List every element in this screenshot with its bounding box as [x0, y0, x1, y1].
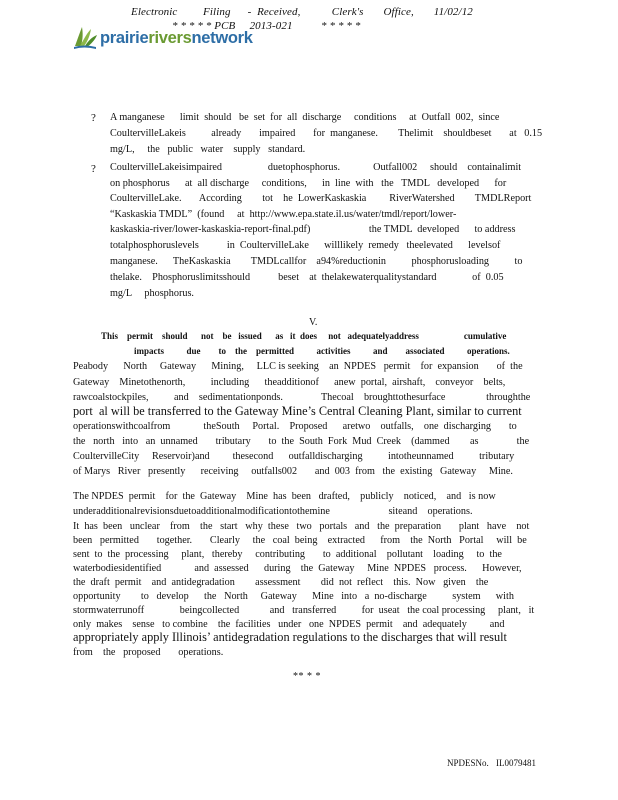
- logo-word-rivers: rivers: [148, 29, 192, 47]
- manganese-line-1: A manganese limit should be set for all discharge conditions at Outfall 002, since: [110, 112, 500, 123]
- phosphorus-line-1: CoultervilleLakeisimpaired duetophosphorus. Outfall002 should containalimit: [110, 162, 522, 173]
- expansion-line-4: port al will be transferred to the Gateway Mine’s Central Cleaning Plant, similar to current: [73, 404, 522, 418]
- draft-permit-line-2: underadditionalrevisionsduetoadditionalmodificationtothemine siteand operations.: [73, 506, 473, 517]
- draft-permit-line-5: sent to the processing plant, thereby contributing to additional pollutant loading to the: [73, 549, 502, 560]
- bullet-marker: ?: [91, 163, 96, 175]
- expansion-line-7: CoultervilleCity Reservoir)and thesecond outfalldischarging intotheunnamed tributary: [73, 451, 515, 462]
- draft-permit-line-1: The NPDES permit for the Gateway Mine has been drafted, publicly noticed, and is now: [73, 491, 496, 502]
- draft-permit-line-3: It has been unclear from the start why these two portals and the preparation plant have not: [73, 521, 530, 532]
- phosphorus-line-2: on phosphorus at all discharge conditions, in line with the TMDL developed for: [110, 178, 507, 189]
- manganese-line-3: mg/L, the public water supply standard.: [110, 144, 306, 155]
- filing-stamp-line1: Electronic Filing - Received, Clerk's Office, 11/02/12: [131, 6, 473, 18]
- logo-word-network: network: [191, 29, 253, 47]
- logo-wordmark: [100, 29, 253, 48]
- expansion-line-3: rawcoalstockpiles, and sedimentationponds. Thecoal broughttothesurface throughthe: [73, 392, 531, 403]
- section-title-line-2: impacts due to the permitted activities and associated operations.: [134, 346, 510, 356]
- phosphorus-line-7: manganese. TheKaskaskia TMDLcallfor a94%reductionin phosphorusloading to: [110, 256, 523, 267]
- phosphorus-line-5: kaskaskia-river/lower-kaskaskia-report-final.pdf) the TMDL developed to address: [110, 224, 516, 235]
- phosphorus-line-8: thelake. Phosphoruslimitsshould beset at thelakewaterqualitystandard of 0.05: [110, 272, 504, 283]
- manganese-line-2: CoultervilleLakeis already impaired for manganese. Thelimit shouldbeset at 0.15: [110, 128, 543, 139]
- expansion-line-6: the north into an unnamed tributary to the South Fork Mud Creek (dammed as the: [73, 436, 530, 447]
- draft-permit-line-12: from the proposed operations.: [73, 647, 224, 658]
- expansion-line-1: Peabody North Gateway Mining, LLC is seeking an NPDES permit for expansion of the: [73, 361, 523, 372]
- footer-npdes-label: NPDESNo.: [447, 758, 489, 768]
- logo-word-prairie: prairie: [100, 29, 149, 47]
- phosphorus-line-9: mg/L phosphorus.: [110, 288, 194, 299]
- phosphorus-line-3: CoultervilleLake. According tot he LowerKaskaskia RiverWatershed TMDLReport: [110, 193, 532, 204]
- bullet-marker: ?: [91, 112, 96, 124]
- section-number: V.: [309, 317, 318, 328]
- draft-permit-line-9: stormwaterrunoff beingcollected and transferred for useat the coal processing plant, it: [73, 605, 535, 616]
- expansion-line-5: operationswithcoalfrom theSouth Portal. Proposed aretwo outfalls, one discharging to: [73, 421, 517, 432]
- footer-npdes-number: IL0079481: [496, 758, 536, 768]
- filing-stamp-line2: * * * * * PCB 2013-021 * * * * *: [172, 20, 361, 32]
- draft-permit-line-8: opportunity to develop the North Gateway Mine into a no-discharge system with: [73, 591, 514, 602]
- section-title-line-1: This permit should not be issued as it does not adequatelyaddress cumulative: [101, 331, 507, 341]
- leaf-hand-icon: [72, 24, 100, 50]
- draft-permit-line-7: the draft permit and antidegradation assessment did not reflect this. Now given the: [73, 577, 489, 588]
- draft-permit-line-11: appropriately apply Illinois’ antidegradation regulations to the discharges that will result: [73, 630, 507, 644]
- phosphorus-line-6: totalphosphoruslevels in CoultervilleLake willlikely remedy theelevated levelsof: [110, 240, 501, 251]
- expansion-line-8: of Marys River presently receiving outfalls002 and 003 from the existing Gateway Mine.: [73, 466, 513, 477]
- expansion-line-2: Gateway Minetothenorth, including theadditionof anew portal, airshaft, conveyor belts,: [73, 377, 506, 388]
- draft-permit-line-6: waterbodiesidentified and assessed during the Gateway Mine NPDES process. However,: [73, 563, 522, 574]
- draft-permit-line-4: been permitted together. Clearly the coal being extracted from the North Portal will be: [73, 535, 527, 546]
- closing-stars: ** * *: [293, 671, 321, 682]
- phosphorus-line-4: “Kaskaskia TMDL” (found at http://www.epa.state.il.us/water/tmdl/report/lower-: [110, 209, 457, 220]
- draft-permit-line-10: only makes sense to combine the facilities under one NPDES permit and adequately and: [73, 619, 505, 630]
